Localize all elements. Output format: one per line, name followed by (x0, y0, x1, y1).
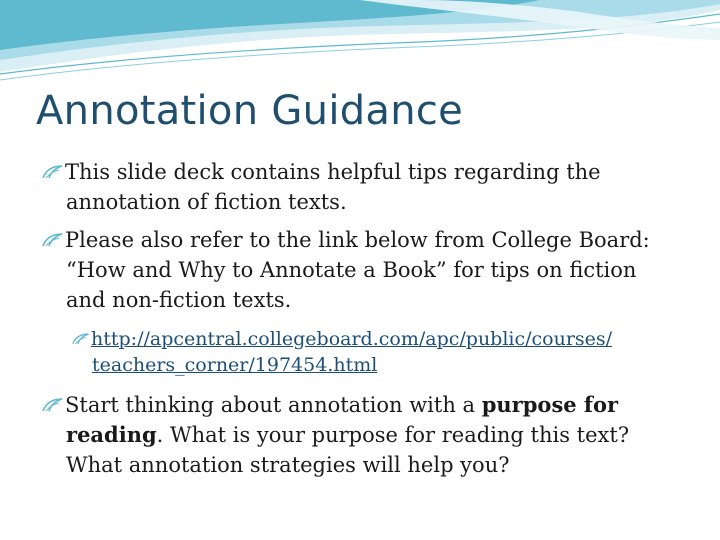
bullet-item (42, 390, 682, 420)
bullet-continuation (42, 285, 706, 315)
bullet-continuation (42, 255, 706, 285)
decorative-wave-header (0, 0, 720, 90)
bullet-continuation (42, 450, 706, 480)
bullet-continuation (42, 187, 706, 217)
college-board-link-continued[interactable]: teachers_corner/197454.html (92, 354, 378, 376)
sub-bullet-item (72, 326, 672, 352)
bullet-text-line: and non-fiction texts. (66, 288, 292, 312)
leaf-flourish-icon (42, 164, 64, 180)
bold-text-segment: reading (66, 422, 157, 447)
bullet-item (42, 225, 682, 255)
bullet-text-line: Please also refer to the link below from College Board: (65, 228, 650, 252)
bullet-text-line: This slide deck contains helpful tips regarding the (65, 160, 601, 184)
bullet-text-line (66, 420, 706, 450)
bold-text-segment: purpose for (481, 392, 619, 417)
bullet-text-segment: Start thinking about annotation with a (65, 393, 482, 417)
bullet-text-line (66, 390, 682, 420)
college-board-link[interactable]: http://apcentral.collegeboard.com/apc/public/courses/ (91, 328, 613, 350)
bullet-text-segment: . What is your purpose for reading this text? (156, 423, 630, 447)
bullet-item (42, 157, 682, 187)
bullet-text-line: annotation of fiction texts. (66, 190, 347, 214)
bullet-continuation (42, 420, 706, 450)
bullet-text-line: “How and Why to Annotate a Book” for tips on fiction (66, 258, 637, 282)
bullet-text-line: What annotation strategies will help you? (66, 453, 510, 477)
leaf-flourish-icon (42, 232, 64, 248)
leaf-flourish-icon (72, 332, 90, 346)
leaf-flourish-icon (42, 397, 64, 413)
sub-bullet-continuation (72, 352, 692, 378)
slide-title: Annotation Guidance (36, 88, 464, 134)
